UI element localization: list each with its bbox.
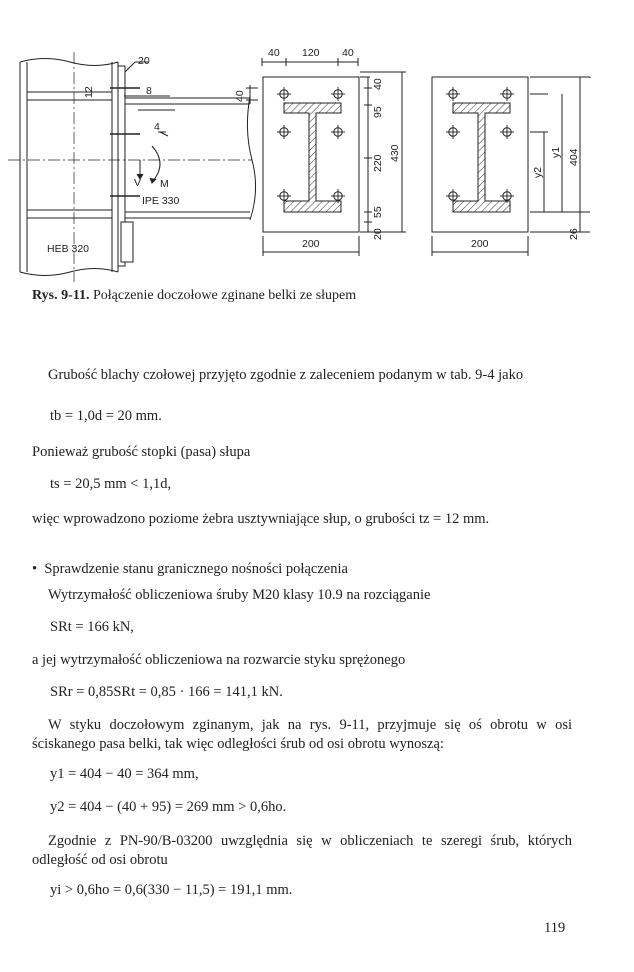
- paragraph-2: Ponieważ grubość stopki (pasa) słupa: [32, 444, 251, 460]
- paragraph-6: W styku doczołowym zginanym, jak na rys. 9-11, przyjmuje się oś obrotu w osi ściskanego pasa belki, tak więc odległości śrub od osi obrotu wynoszą:: [32, 717, 572, 752]
- bolt-distance-view: [432, 77, 590, 256]
- dim-top-40b: 40: [342, 47, 354, 59]
- dim-top-40a: 40: [268, 47, 280, 59]
- weld-12-label: 12: [83, 86, 95, 98]
- bullet-text: Sprawdzenie stanu granicznego nośności połączenia: [44, 561, 348, 577]
- dim-bottom-200-right: 200: [471, 238, 489, 250]
- paragraph-3: więc wprowadzono poziome żebra usztywniające słup, o grubości tz = 12 mm.: [32, 511, 490, 527]
- dim-bottom-200-left: 200: [302, 238, 320, 250]
- connection-drawing: [0, 0, 634, 290]
- paragraph-4: Wytrzymałość obliczeniowa śruby M20 klasy 10.9 na rozciąganie: [48, 587, 431, 603]
- dim-top-120: 120: [302, 47, 320, 59]
- weld-8-label: 8: [146, 85, 152, 97]
- dim-side-40: 40: [234, 90, 246, 102]
- dim-y2: y2: [532, 166, 544, 178]
- caption-number: Rys. 9-11.: [32, 288, 90, 303]
- equation-tb: tb = 1,0d = 20 mm.: [50, 408, 162, 424]
- equation-ts: ts = 20,5 mm < 1,1d,: [50, 476, 172, 492]
- paragraph-5: a jej wytrzymałość obliczeniowa na rozwarcie styku sprężonego: [32, 652, 406, 668]
- equation-y2: y2 = 404 − (40 + 95) = 269 mm > 0,6ho.: [50, 799, 287, 815]
- dim-y1: y1: [550, 146, 562, 158]
- paragraph-7: Zgodnie z PN-90/B-03200 uwzględnia się w obliczeniach te szeregi śrub, których odległość od osi obrotu: [32, 833, 572, 868]
- weld-4-label: 4: [154, 121, 160, 133]
- equation-yi: yi > 0,6ho = 0,6(330 − 11,5) = 191,1 mm.: [50, 882, 293, 898]
- dim-r-40: 40: [372, 78, 384, 90]
- figure-caption: [32, 288, 356, 304]
- dim-r-55: 55: [372, 206, 384, 218]
- equation-srr: SRr = 0,85SRt = 0,85 · 166 = 141,1 kN.: [50, 684, 283, 700]
- dim-r-20: 20: [372, 228, 384, 240]
- dim-26: 26: [568, 228, 580, 240]
- dim-r-430: 430: [389, 144, 401, 162]
- dim-r-95: 95: [372, 106, 384, 118]
- side-elevation: [8, 52, 256, 282]
- dim-r-220: 220: [372, 154, 384, 172]
- plate-thickness-label: 20: [138, 55, 150, 67]
- page-number: 119: [544, 920, 566, 936]
- bullet-dot: •: [32, 561, 45, 577]
- equation-srt: SRt = 166 kN,: [50, 619, 134, 635]
- column-label: HEB 320: [47, 243, 90, 255]
- beam-label: IPE 330: [142, 195, 180, 207]
- moment-m-label: M: [160, 178, 169, 190]
- equation-y1: y1 = 404 − 40 = 364 mm,: [50, 766, 199, 782]
- dim-404: 404: [568, 148, 580, 166]
- figure-rys-9-11: [0, 0, 634, 290]
- caption-text: Połączenie doczołowe zginane belki ze słupem: [92, 288, 357, 303]
- shear-v-label: V: [134, 177, 142, 189]
- bullet-heading: [32, 561, 348, 578]
- paragraph-1: Grubość blachy czołowej przyjęto zgodnie z zaleceniem podanym w tab. 9-4 jako: [48, 367, 524, 383]
